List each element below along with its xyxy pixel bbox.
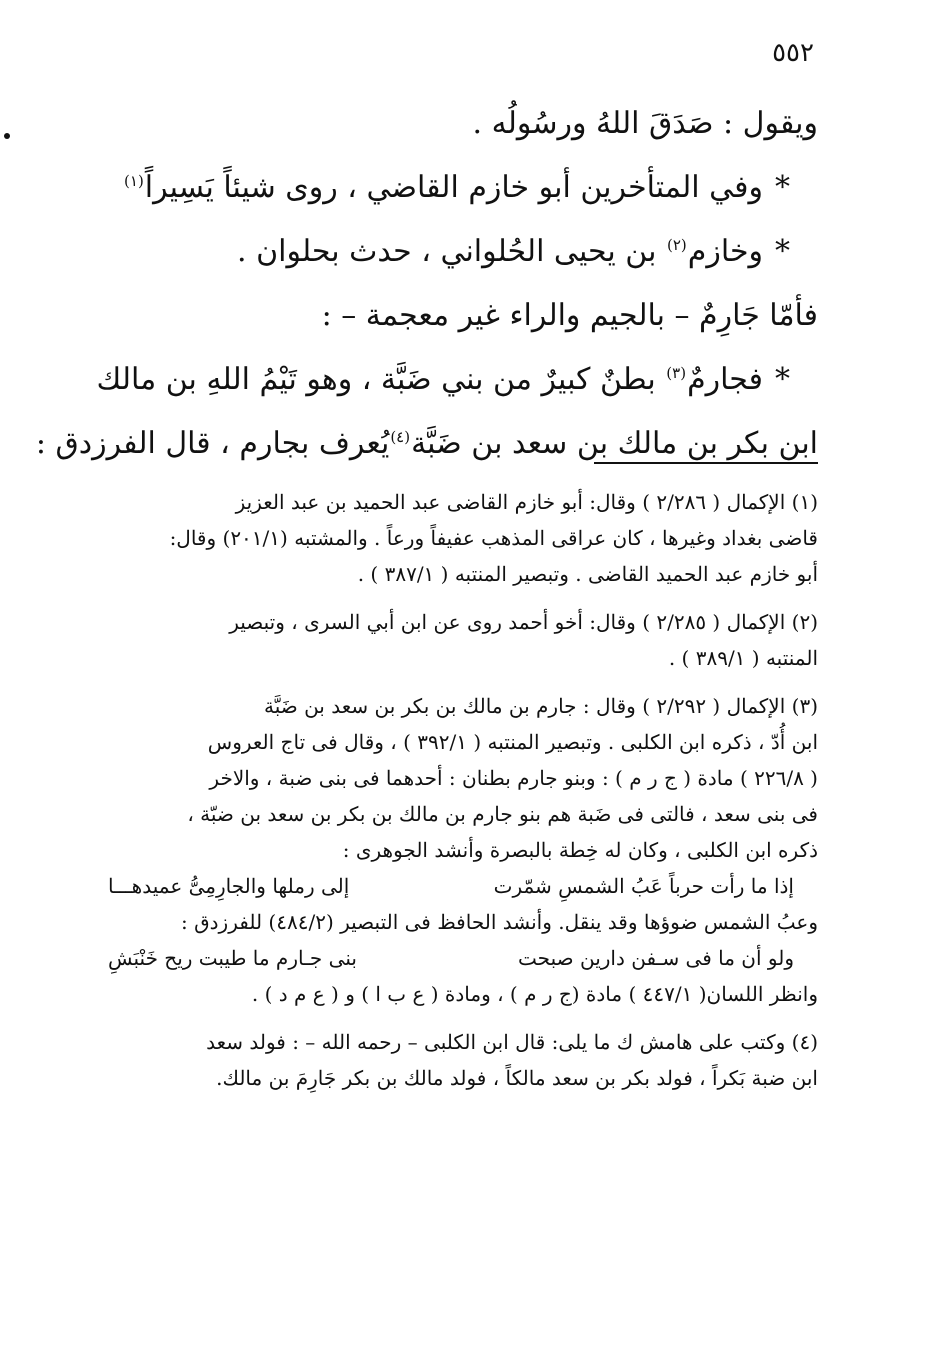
main-line-text: وفي المتأخرين أبو خازم القاضي ، روى شيئاً يَسِيراً [144,170,763,205]
footnote-1-line: قاضى بغداد وغيرها ، كان عراقى المذهب عفيفاً ورعاً . والمشتبه (٢٠١/١) وقال: [169,526,818,550]
verse-1-first-hemistich: إذا ما رأت حرباً عَبُ الشمسِ شمّرت [493,874,794,898]
footnote-1-line: أبو خازم عبد الحميد القاضى . وتبصير المنتبه ( ٣٨٧/١ ) . [357,562,818,586]
footnote-3-line: ذكره ابن الكلبى ، وكان له خِطة بالبصرة وأنشد الجوهرى : [342,838,818,862]
footnote-3-line: وعبُ الشمس ضوؤها وقد ينقل. وأنشد الحافظ فى التبصير (٤٨٤/٢) للفرزدق : [181,910,818,934]
verse-2-first-hemistich: ولو أن ما فى سـفن دارين صبحت [518,946,794,970]
footnote-marker[interactable]: (٢) [666,236,687,254]
footnote-4-line: ابن ضبة بَكراً ، فولد بكر بن سعد مالكاً ، فولد مالك بن بكر جَارِمَ بن مالك. [216,1066,818,1090]
main-line-4 [98,284,818,348]
footnote-3-line: وانظر اللسان( ٤٤٧/١ ) مادة (ج ر م ) ، ومادة ( ع ب ا ) و ( ع م د ) . [251,982,818,1006]
footnotes [98,484,818,1096]
main-line-text: وخازم [687,234,763,269]
main-line-continuation: بن يحيى الحُلواني ، حدث بحلوان . [237,234,657,269]
verse-2-second-hemistich: بنى جـارم ما طيبت ريح خَنْبَشِ [108,946,357,970]
footnote-2-line: المنتبه ( ٣٨٩/١ ) . [668,646,818,670]
footnote-1-line: (١) الإكمال ( ٢/٢٨٦ ) وقال: أبو خازم القاضى عبد الحميد بن عبد العزيز [235,490,818,514]
verse-1-second-hemistich: إلى رملها والجارِمِىُّ عميدهـــا [108,874,350,898]
main-line-text: فجارمٌ [687,362,763,397]
footnote-3-line: (٣) الإكمال ( ٢/٢٩٢ ) وقال : جارم بن مالك بن بكر بن سعد بن ضَبَّة [263,694,818,718]
main-line-1 [98,92,818,156]
asterisk-bullet-icon: * [775,170,790,205]
footnote-3-line: ابن أُدّ ، ذكره ابن الكلبى . وتبصير المنتبه ( ٣٩٢/١ ) ، وقال فى تاج العروس [207,730,818,754]
main-line-2 [98,156,818,220]
main-line-5 [98,348,818,412]
asterisk-bullet-icon: * [775,234,790,269]
footnote-3-line: فى بنى سعد ، فالتى فى ضَبة هم بنو جارم بن مالك بن بكر بن سعد بن ضبّة ، [187,802,818,826]
footnote-marker[interactable]: (٤) [390,428,411,446]
main-line-continuation: بطنٌ كبيرٌ من بني ضَبَّة ، وهو تَيْمُ اللهِ بن مالك [96,362,656,397]
footnote-2-line: (٢) الإكمال ( ٢/٢٨٥ ) وقال: أخو أحمد روى عن ابن أبي السرى ، وتبصير [229,610,818,634]
verse-1 [98,868,818,904]
asterisk-bullet-icon: * [775,362,790,397]
main-line-continuation: يُعرف بجارم ، قال الفرزدق : [35,426,390,461]
main-text [35,92,818,476]
verse-2 [98,940,818,976]
main-line-3 [98,220,818,284]
main-line-text: فأمّا جَارِمٌ – بالجيم والراء غير معجمة – : [321,298,818,333]
margin-dot [4,133,10,139]
main-line-6 [35,412,818,476]
main-line-text: ابن بكر بن مالك بن سعد بن ضَبَّة [411,426,818,461]
footnote-3-line: ( ٢٢٦/٨ ) مادة ( ج ر م ) : وبنو جارم بطنان : أحدهما فى بنى ضبة ، والاخر [209,766,818,790]
main-line-text: ويقول : صَدَقَ اللهُ ورسُولُه . [472,106,818,141]
page-number: ٥٥٢ [772,38,814,68]
footnote-marker[interactable]: (٣) [666,364,687,382]
footnote-separator [594,462,818,464]
footnote-4-line: (٤) وكتب على هامش ك ما يلى: قال ابن الكلبى – رحمه الله – : فولد سعد [206,1030,818,1054]
footnote-marker[interactable]: (١) [124,172,144,190]
